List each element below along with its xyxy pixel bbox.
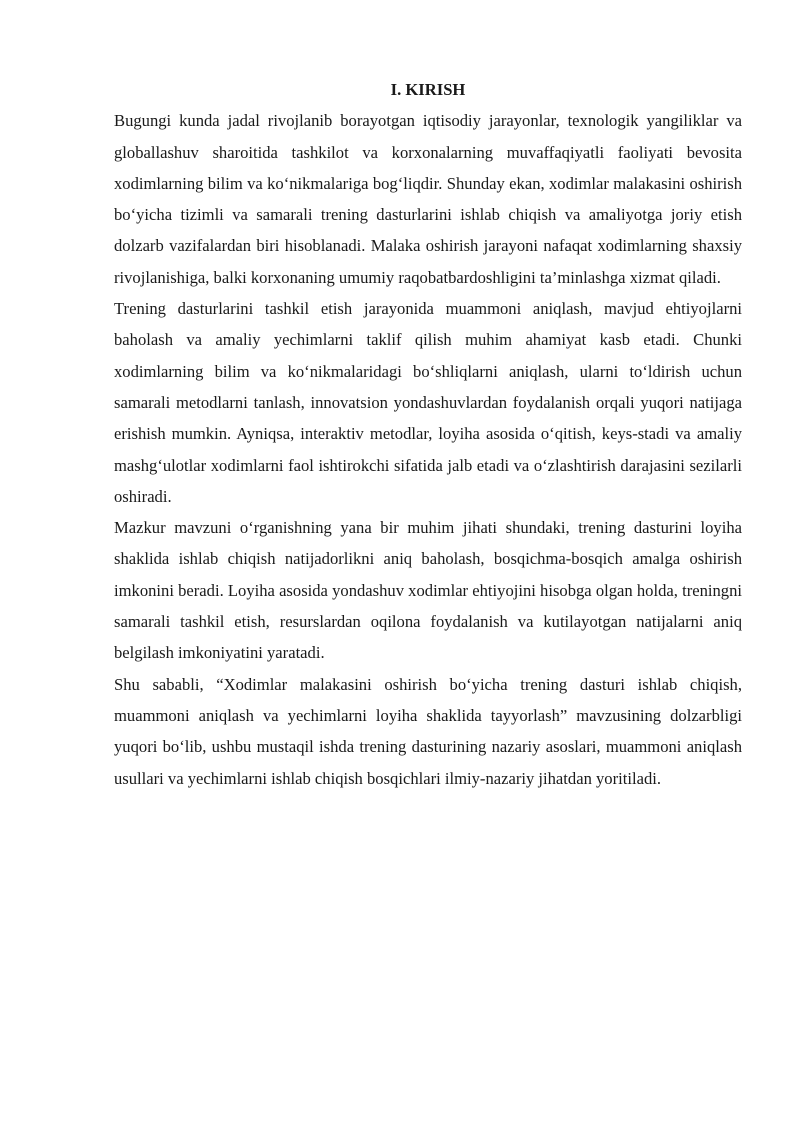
paragraph: Bugungi kunda jadal rivojlanib borayotgan iqtisodiy jarayonlar, texnologik yangiliklar va globallashuv sharoitida tashkilot va korxonalarning muvaffaqiyatli faoliyati bevosita xodimlarning bilim va ko‘nikmalariga bog‘liqdir. Shunday ekan, xodimlar malakasini oshirish bo‘yicha tizimli va samarali trening dasturlarini ishlab chiqish va amaliyotga joriy etish dolzarb vazifalardan biri hisoblanadi. Malaka oshirish jarayoni nafaqat xodimlarning shaxsiy rivojlanishiga, balki korxonaning umumiy raqobatbardoshligini ta’minlashga xizmat qiladi.	[114, 111, 742, 287]
paragraph: Mazkur mavzuni o‘rganishning yana bir muhim jihati shundaki, trening dasturini loyiha shaklida ishlab chiqish natijadorlikni aniq baholash, bosqichma-bosqich amalga oshirish imkonini beradi. Loyiha asosida yondashuv xodimlar ehtiyojini hisobga olgan holda, treningni samarali tashkil etish, resurslardan oqilona foydalanish va kutilayotgan natijalarni aniq belgilash imkoniyatini yaratadi.	[114, 518, 742, 663]
section-heading: I. KIRISH	[390, 80, 466, 99]
document-page	[114, 74, 742, 794]
paragraph: Trening dasturlarini tashkil etish jarayonida muammoni aniqlash, mavjud ehtiyojlarni baholash va amaliy yechimlarni taklif qilish muhim ahamiyat kasb etadi. Chunki xodimlarning bilim va ko‘nikmalaridagi bo‘shliqlarni aniqlash, ularni to‘ldirish uchun samarali metodlarni tanlash, innovatsion yondashuvlardan foydalanish orqali yuqori natijaga erishish mumkin. Ayniqsa, interaktiv metodlar, loyiha asosida o‘qitish, keys-stadi va amaliy mashg‘ulotlar xodimlarni faol ishtirokchi sifatida jalb etadi va o‘zlashtirish darajasini sezilarli oshiradi.	[114, 299, 742, 506]
paragraph: Shu sababli, “Xodimlar malakasini oshirish bo‘yicha trening dasturi ishlab chiqish, muammoni aniqlash va yechimlarni loyiha shaklida tayyorlash” mavzusining dolzarbligi yuqori bo‘lib, ushbu mustaqil ishda trening dasturining nazariy asoslari, muammoni aniqlash usullari va yechimlarni ishlab chiqish bosqichlari ilmiy-nazariy jihatdan yoritiladi.	[114, 674, 742, 788]
